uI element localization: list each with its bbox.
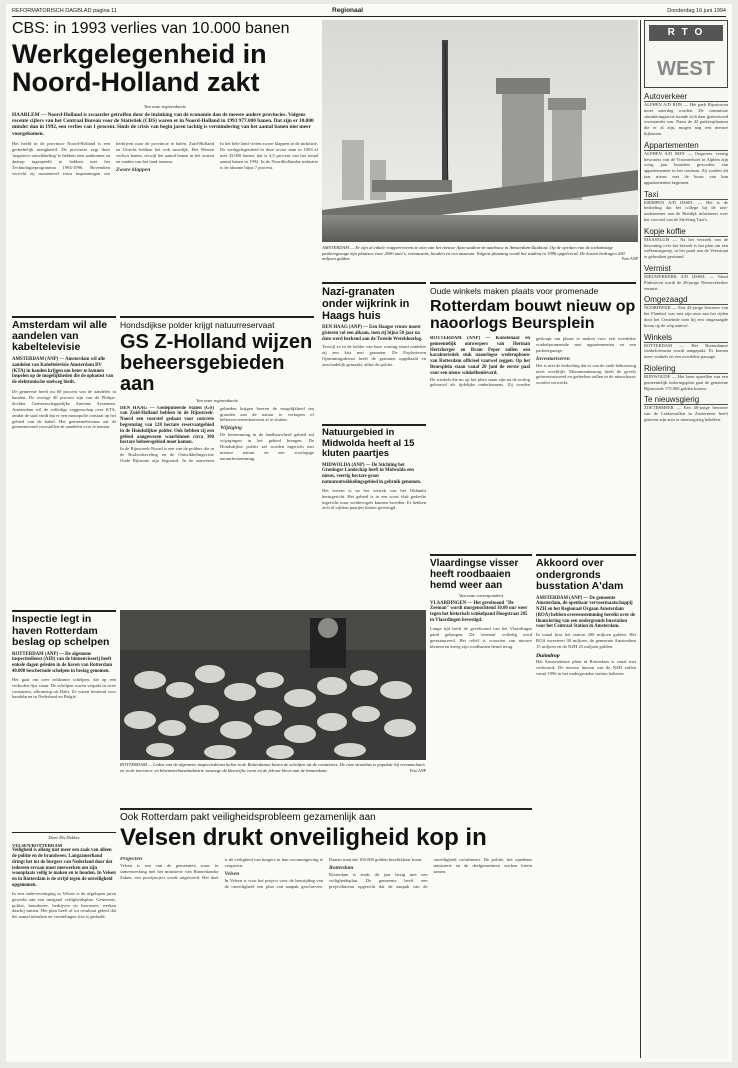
main-byline: Van onze regioredactie [143, 104, 186, 109]
sidebar-section-text: NIEUWERKERK A/D IJSSEL — Vanaf Pinksteren wordt de 28-jarige Nieuwerkerker vermist. [644, 273, 728, 291]
sidebar-section [644, 92, 728, 137]
granaten-headline: Nazi-granaten onder wijkrink in Haags huis [322, 282, 426, 322]
header-left: REFORMATORISCH DAGBLAD pagina 11 [12, 8, 117, 14]
polder-body [120, 406, 314, 592]
sidebar-section-title: Omgezaagd [644, 295, 728, 305]
sidebar-section [644, 395, 728, 422]
sidebar-section-title: Te nieuwsgierig [644, 395, 728, 405]
velsen-subhead: Projecten [120, 857, 143, 862]
velsen-subbody3: Rotterdam is sinds dit jaar bezig met een veiligheidsplan. De gemeente heeft een projectbureau opgericht dat de aanpak van de onveiligheid coördineert. De politie, het openbaar ministerie en de deelgemeenten werken hierin samen. [329, 857, 532, 889]
sidebar-section [644, 264, 728, 291]
article-granaten [322, 282, 426, 422]
velsen-headline: Velsen drukt onveiligheid kop in [120, 824, 487, 851]
shells-credit: Foto ANP [409, 767, 426, 773]
sidebar-section [644, 295, 728, 328]
busstation-headline: Akkoord over ondergronds busstation A'dam [536, 554, 636, 593]
article-visser [430, 554, 532, 804]
sidebar-section [644, 190, 728, 223]
article-polder [120, 316, 314, 606]
kabel-body: De gemeente heeft nu 60 procent van de aandelen in handen. De overige 40 procent zijn van de Philips-dochter Gemeenschappelijke Antenne Systemen. Amsterdam wil de volledige zeggenschap over KTA, omdat de stad vindt dat er een monopolie ontstaat op het gebied van de kabel. Het gemeentebestuur zal de gemeenteraad voorstellen de aandelen over te nemen. [12, 388, 116, 430]
stadium-credit: Foto ANP [621, 256, 638, 262]
granaten-lead: DEN HAAG (ANP) — Een Haagse vrouw moest gisteren vol een alkaan, toen zij bijna 50 jaar na dato werd herkend aan de Tweede Wereldoorlog. [322, 325, 423, 342]
newspaper-page [6, 4, 732, 1062]
visser-byline: Van onze correspondent [459, 593, 503, 598]
granaten-body: Terwijl ze in de kelder van haar woning stond ontdekte zij een kist met granaten. De Explosieven Opruimingsdienst heeft de granaten opgehaald en onschadelijk gemaakt, aldus de politie. [322, 344, 426, 368]
sidebar-section-text: MAASSLUIS — Na het verzoek van de bewoning over het bezoek is het plan om een welkomstgroep, in het pand aan de Veerstraat te gebruiken gesteund. [644, 236, 728, 260]
main-subbody: In het hele land vielen zware klappen in de industrie. De werkgelegenheid in deze sector nam in 1993 af met 43.000 banen, dat is 4,5 procent van het totaal aantal banen in 1992. In de Noordhollandse industrie is de afname bijna 7 procent. [220, 141, 318, 170]
sidebar-section-text: ALPHEN A/D RIJN — Ongeveer veertig bewoners van de Vroonterhoef in Alphen zijn vorig jaar huurders geworden van appartementen in het centrum. Zij zouden dit jaar nieuw met de bouw van hun appartementen beginnen. [644, 150, 728, 185]
midwolda-body: Het terrein is na het vertrek van het Oldambt heringericht. Het gebied is in een soort vlak gedeelte ingericht waar weidevogels kunnen broeden. Er hebben zich al vijftien paartjes kluten gevestigd. [322, 487, 426, 511]
sidebar-section-title: Riolering [644, 364, 728, 374]
midwolda-lead: MIDWOLDA (ANP) — De Stichting het Groninger Landschap heeft in Midwolda een nieuw, veertig hectare groot natuurontwikkelingsgebied in gebruik genomen. [322, 462, 422, 485]
shells-photo-image [120, 610, 426, 760]
polder-body-text: In de Rijnstreek-Noord is een van de polders die in de Ruilverkaveling en de Ontwikkelingsvisie Oude Rijnzone zijn begrensd. In de aanwezen gebieden krijgen boeren de mogelijkheid om gronden aan de natuur te verkopen of beheersovereenkomsten af te sluiten. [120, 405, 314, 463]
sidebar-section-title: Autoverkeer [644, 92, 728, 102]
midwolda-headline: Natuurgebied in Midwolda heeft al 15 kluten paartjes [322, 424, 426, 460]
beursplein-body-text: De winkels die nu op het plein staan zijn na de oorlog gebouwd als tijdelijke onderkomens. Zij worden gesloopt om plaats te maken voor een overdekte winkelpromenade met appartementen en een parkeergarage. [430, 336, 636, 388]
sidebar-logo-top: R T O [649, 25, 723, 41]
velsen-lead: Veiligheid is allang niet meer een zaak van alleen de politie en de brandweer. Langzamerhand dringt het tot de burgers van Nederland door dat iedereen ervaan moet meewerken om zijn woonplaats veilig te maken en te houden. In Velsen en in Rotterdam is de strijd tegen de onveiligheid opgenomen. [12, 848, 116, 888]
sidebar-section-text: ALPHEN A/D RIJN — Het park Rijnstroom moet zaterdag worden. De commissie stimuleringsactie toonde zich daar gisteravond voorstander van. Naast de 42 parkeerplaatsen die er al zijn, mogen nog een nieuwe bijkomen. [644, 102, 728, 136]
schelpen-body: Het gaat om zeer zeldzame schelpen, die op een verboden lijst staan. De schelpen waren verpakt in twee containers, afkomstig uit Haïti. Ze waren bestemd voor handelaren in Nederland en België. [12, 676, 116, 700]
sidebar-section [644, 141, 728, 186]
velsen-subbody: Velsen is een van de gemeenten waar, in samenwerking met het ministerie van Binnenlandse Zaken, een proefproject wordt uitgevoerd. Het doel is de veiligheid van burgers in hun woonomgeving te vergroten. [120, 857, 323, 880]
stadium-photo [322, 20, 638, 242]
article-velsen-lead [12, 832, 116, 1058]
shells-caption [120, 762, 426, 802]
article-velsen [120, 808, 532, 1058]
sidebar-logo [644, 20, 728, 88]
stadium-caption-text: AMSTERDAM — Er zijn al enkele trappen-torens te zien van het nieuwe Ajax-stadion-in-aanbouw in Amsterdam-Zuidoost. Op de opritten van de toekomstige parkeergarage zijn plaatsen voor 2000 auto's, restaurants, kiosken en een museum. Volgens planning wordt het stadion in 1996 opgeleverd. De kosten bedragen 200 miljoen gulden. [322, 245, 625, 262]
schelpen-lead: ROTTERDAM (ANP) — De algemene inspectiedienst (AID) van de binnenvisserij heeft enkele dagen geleden in de haven van Rotterdam 40.000 beschermde schelpen in beslag genomen. [12, 651, 113, 674]
sidebar-section-text: RIJNWOUDE — Het laten opstellen van een gemeentelijk rioleringsplan gaat de gemeente Rijnwoude 175.000 gulden kosten. [644, 373, 728, 391]
stadium-photo-image [322, 20, 638, 242]
article-beursplein [430, 282, 636, 550]
stadium-caption [322, 245, 638, 275]
sidebar-section-text: NOORDWIJK — Een 43-jarige bewoner van het Flambof was met zijn auto aan het rijden door het Oosteinde toen hij een omgezaagde boom op de weg aantrof. [644, 305, 728, 328]
polder-lead: DEN HAAG — Gedeputeerde Staten (GS) van Zuid-Holland hebben in de Rijnstreek-Noord een voorstel gedaan voor concrete begrenzing van 128 hectare reservaatgebied in de Hondsdijkse polder. Ook hebben zij een gebied aangewezen waarbinnen circa 300 hectare beheersgebied moet komen. [120, 405, 214, 446]
article-schelpen [12, 610, 116, 830]
main-body [12, 141, 318, 257]
velsen-subbody2: In Velsen is voor het project voor de bestrijding van de onveiligheid een plan van aanpak geschreven. Daarin staat dat 100.000 gulden beschikbaar komt. [224, 857, 423, 889]
sidebar-regional [644, 20, 728, 1058]
visser-headline: Vlaardingse visser heeft roodbaaien hemd weer aan [430, 554, 532, 591]
beursplein-headline: Rotterdam bouwt nieuw op naoorlogs Beursplein [430, 298, 636, 332]
busstation-subhead: Duimdrop [536, 653, 560, 659]
kabel-headline: Amsterdam wil alle aandelen van kabeltelevisie [12, 316, 116, 353]
velsen-subhead2: Velsen [224, 870, 240, 877]
polder-byline: Van onze regioredactie [195, 398, 238, 403]
visser-body: Lange tijd heeft de geveltoond van het Vlaardingse pand gehangen. De 'zeeman' volledig werd gerestaureerd. Het reliëf is voorzien van nieuwe kleuren en kreeg zijn roodbaaien hemd terug. [430, 625, 532, 649]
page-header [12, 6, 726, 17]
sidebar-logo-bottom: WEST [657, 58, 715, 80]
main-article [12, 104, 318, 310]
main-lead: HAARLEM — Noord-Holland is zwaarder getroffen door de inzinking van de economie dan de meeste andere provincies. Volgens recente cijfers van het Centraal Bureau voor de Statistiek (CBS) waren er in Noord-Holland in 1993 977.000 banen. Dat zijn er 10.000 minder dan in 1992, een verlies van 1 procent. Sinds de crisis van begin jaren tachtig is vermindering van het aantal banen niet meer voorgekomen. [12, 111, 314, 137]
sidebar-section-text: KRIMPEN A/D IJSSEL — Het is de bedoeling dat het college bij de taxi-ondernemer aan de Rietdijk informeert over het voorstel van de Stichting Taxi's. [644, 199, 728, 222]
sidebar-section-title: Winkels [644, 333, 728, 343]
busstation-lead: AMSTERDAM (ANP) — De gemeente Amsterdam, de openbaar vervoermaatschappij NZH en het Regionaal Orgaan Amsterdam (ROA) hebben overeenstemming bereikt over de financiering van een ondergronds busstation voor het Centraal Station in Amsterdam. [536, 595, 635, 630]
velsen-columns [120, 857, 532, 1037]
polder-kicker: Hondsdijkse polder krijgt natuurreservaat [120, 316, 314, 330]
sidebar-sections [644, 92, 728, 423]
sidebar-section-title: Kopje koffie [644, 227, 728, 237]
sidebar-section-title: Vermist [644, 264, 728, 274]
polder-subhead: Wijziging [220, 425, 242, 432]
header-right: Donderdag 16 juni 1994 [667, 8, 726, 14]
polder-subbody: De bestemming in de landbouwheid gebied zal wijzigingen in het gebied brengen. De Hondsdijkse polder zal worden ingericht met nieuwe natuur en een voorlopige natuurbestemming. [220, 432, 314, 461]
velsen-subhead3: Rotterdam [329, 864, 354, 871]
sidebar-section [644, 364, 728, 391]
velsen-kicker: Ook Rotterdam pakt veiligheidsprobleem gezamenlijk aan [120, 808, 532, 823]
velsen-byline: Door Els Dekker [12, 832, 116, 841]
busstation-subbody: Het Amsterdamse plein in Rotterdam is vanaf mei verbouwd. De nieuwe bussen van de NZH zullen vanaf 1996 in het ondergrondse station halteren. [536, 659, 636, 676]
main-kicker: CBS: in 1993 verlies van 10.000 banen [12, 20, 290, 37]
article-kabel [12, 316, 116, 606]
header-center: Regionaal [332, 7, 364, 14]
rule-sidebar [640, 20, 641, 1058]
schelpen-headline: Inspectie legt in haven Rotterdam beslag op schelpen [12, 610, 116, 649]
main-body-text: Het beeld in de provincie Noord-Holland is een gedeeltelijk mengbeeld. De provincie zegt deze 'negatieve ontwikkeling' te hebben zien aankomen en daarop ingespeeld te hebben met het Technologieprogramma 1994-1996. Bovendien verricht zij momenteel extra inspanningen om bedrijven naar de provincie te halen. Zuid-Holland en Utrecht hebben het ook moeilijk. Het Westen verloor banen, terwijl het aantal banen in het oosten en zuiden van het land toenam. [12, 141, 214, 176]
sidebar-section-text: ROTTERDAM — Het Rotterdamse winkelcentrum wordt aangepakt. Er komen meer winkels en een overdekte passage. [644, 342, 728, 360]
beursplein-subhead: Inventariseren [536, 355, 570, 362]
beursplein-body [430, 336, 636, 536]
sidebar-section-title: Taxi [644, 190, 728, 200]
main-headline: Werkgelegenheid in Noord-Holland zakt [12, 39, 267, 97]
beursplein-kicker: Oude winkels maken plaats voor promenade [430, 282, 636, 296]
sidebar-section [644, 333, 728, 360]
shells-caption-text: ROTTERDAM — Leden van de algemene inspectiedienst halen in de Rotterdamse haven de schelpen uit de containers. De roze strombus is populair bij verzamelaars en in de toeristen- en bloemsierkunstindustrie vanwege de kleurrijke vorm en de felroze kleur aan de binnenkant. [120, 762, 425, 773]
polder-headline: GS Z-Holland wijzen beheersgebieden aan [120, 331, 313, 395]
beursplein-subbody: Het is niet de bedoeling dat er van de oude bebouwing niets overblijft. Monumentenzorg heeft de gevels geïnventariseerd en gedeelten zullen in de nieuwbouw worden verwerkt. [536, 362, 636, 386]
velsen-body: In een oudervereniging in Velsen is de afgelopen jaren gewerkt aan een integraal veiligheidsplan. Gemeente, politie, brandweer, bedrijven en bewoners werken daarbij samen. Het plan heeft al tot resultaat geleid dat het aantal inbraken en vernielingen fors is gedaald. [12, 890, 116, 920]
shells-photo [120, 610, 426, 760]
kabel-lead: AMSTERDAM (ANP) — Amsterdam wil alle aandelen van Kabeltelevisie Amsterdam BV (KTA) in handen krijgen om beter te kunnen inspelen op de mogelijkheden die de opkomst van de elektronische snelweg biedt. [12, 357, 114, 386]
sidebar-section [644, 227, 728, 260]
sidebar-section-title: Appartementen [644, 141, 728, 151]
velsen-dateline: VELSEN/ROTTERDAM [12, 842, 63, 848]
visser-lead: VLAARDINGEN — Het geveltoond "De Zeeman" wordt morgenochtend 10.00 uur weer tegen het historisch winkelpand Hoogstraat 205 in Vlaardingen bevestigd. [430, 600, 528, 623]
article-midwolda [322, 424, 426, 606]
sidebar-section-text: ZOETERMEER — Een 48-jarige bewoner van de Leidsewallen in Zoetermeer heeft gisteren zijn auto te nieuwsgierig bekeken. [644, 405, 728, 422]
main-headline-block [12, 20, 318, 100]
main-subhead: Zware klappen [116, 166, 151, 173]
article-busstation [536, 554, 636, 1054]
beursplein-lead: ROTTERDAM (ANP) — Kunstenaar en gemeentelijk ontwerpers van Herman Hertzberger en Bram Peper zullen een karakteristiek stuk naoorlogse wederopbouw van Rotterdam officieel vaarwel zeggen. Op het Beursplein staan vanaf 20 juni de eerste paal voor een nieuw winkelboulevard. [430, 336, 530, 376]
busstation-body: In totaal kost het station 200 miljoen gulden. Het ROA investeert 90 miljoen, de gemeente Amsterdam 15 miljoen en de NZH 25 miljoen gulden. [536, 632, 636, 650]
